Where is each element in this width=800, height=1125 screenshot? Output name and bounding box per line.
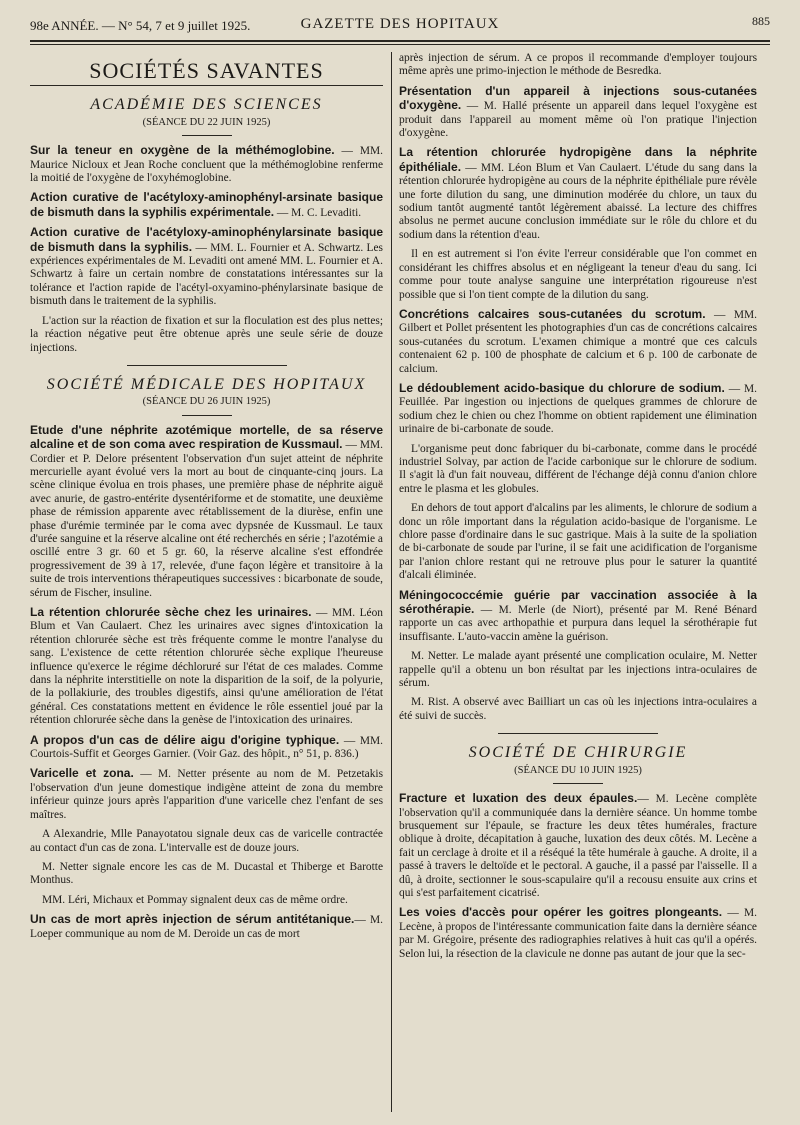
running-head xyxy=(30,14,770,36)
left-column xyxy=(30,52,383,1112)
article xyxy=(399,146,757,242)
paragraph: Il en est autrement si l'on évite l'erreur considérable que l'on commet en considérant les chiffres absolus et en négligeant la teneur d'eau du sang. Ici comme pour toute analyse sanguine une interprétation rigoureuse n'est possible que si l'on tient compte de la dilution du sang. xyxy=(399,248,757,301)
paragraph: M. Netter. Le malade ayant présenté une complication oculaire, M. Netter rappelle qu'il a obtenu un bon résultat par les injections intra-oculaires de sérum. xyxy=(399,650,757,690)
chirurgie-title: SOCIÉTÉ DE CHIRURGIE xyxy=(468,744,688,762)
article-body: — M. C. Levaditi. xyxy=(274,206,362,219)
article xyxy=(30,191,383,220)
header-rule-thin xyxy=(30,44,770,45)
article-body: — M. Merle (de Niort), présenté par M. René Bénard rapporte un cas avec arthopathie et purpura dans lequel la sérothérapie fut insuffisante. L'auto-vaccin amène la guérison. xyxy=(399,604,757,643)
article xyxy=(399,906,757,961)
paragraph: M. Netter signale encore les cas de M. Ducastal et Thiberge et Barotte Monthus. xyxy=(30,860,383,887)
article xyxy=(30,606,383,728)
header-rule xyxy=(30,40,770,42)
paragraph: L'action sur la réaction de fixation et sur la floculation est des plus nettes; la réaction négative peut être obtenue après une seule série de douze injections. xyxy=(30,314,383,354)
paragraph: MM. Léri, Michaux et Pommay signalent deux cas de même ordre. xyxy=(42,893,348,906)
article-title: Action curative de l'acétyloxy-aminophénylarsinate basique de bismuth dans la syphilis. xyxy=(30,225,383,254)
article xyxy=(30,226,383,308)
article-body: — M. Feuillée. Par ingestion ou injections de quelques grammes de chlorure de sodium chez le chien ou chez l'homme on obtient rapidement une élimination urinaire de bi-carbonate de soude. xyxy=(399,382,757,436)
article-title: Méningococcémie guérie par vaccination associée à la sérothérapie. xyxy=(399,587,757,617)
article xyxy=(30,913,383,941)
chirurgie-seance: (SÉANCE DU 10 JUIN 1925) xyxy=(514,764,642,776)
article-body: — M. Hallé présente un appareil dans lequel l'oxygène est produit dans l'appareil au moment même où l'on pratique l'injection d'oxygène. xyxy=(399,100,757,140)
section-banner: SOCIÉTÉS SAVANTES xyxy=(30,52,383,86)
article-body: — MM. L. Fournier et A. Schwartz. Les expériences expérimentales de M. Levaditi ont amené MM. L. Fournier et A. Schwartz à faire un certain nombre de constatations intéressantes sur la tolérance et l'action rapide de l'acétyl-oxyamino-phénylarsinate basique de bismuth dans le traitement de la syphilis. xyxy=(30,241,383,308)
article-title: Fracture et luxation des deux épaules. xyxy=(399,791,638,806)
article-title: La rétention chlorurée sèche chez les urinaires. xyxy=(30,605,312,619)
section-rule xyxy=(498,733,658,734)
article xyxy=(399,792,757,900)
article xyxy=(30,424,383,600)
smh-title: SOCIÉTÉ MÉDICALE DES HOPITAUX xyxy=(46,375,367,393)
academie-seance: (SÉANCE DU 22 JUIN 1925) xyxy=(142,116,271,128)
paragraph: M. Rist. A observé avec Bailliart un cas où les injections intra-oculaires a été suivi de succès. xyxy=(399,696,757,722)
article xyxy=(30,734,383,762)
article-body: — MM. Maurice Nicloux et Jean Roche concluent que la méthémoglobine renferme la moitié de l'oxygène de l'oxyhémoglobine. xyxy=(30,145,383,185)
article xyxy=(399,308,757,376)
article-title: Un cas de mort après injection de sérum antitétanique. xyxy=(30,912,355,927)
article xyxy=(30,144,383,185)
paragraph: A Alexandrie, Mlle Panayotatou signale deux cas de varicelle contractée au contact d'un cas de zona. L'intervalle est de douze jours. xyxy=(30,828,383,854)
article-body: — M. Lecène complète l'observation qu'il a communiquée dans la dernière séance. Un homme tombe brusquement sur l'épaule, se fracture les deux têtes humérales, fracture oblique à droite, décapitation à gauche, luxation des deux côtés. M. Lecène a fait un cerclage à droite et il a réséqué la tête humérale à gauche. A droite, il a passé à travers le deltoïde et le pectoral. A gauche, il a passé par l'aisselle. Il a dû, à droite, sectionner le sous-scapulaire qu'il a recousu ensuite aux crins et qui s'est parfaitement cicatrisé. xyxy=(399,793,757,899)
article-body: — MM. Léon Blum et Van Caulaert. L'étude du sang dans la rétention chlorurée hydropigène au cours de la néphrite épithéliale pure révèle une forte dilution du sang, une diminution modérée du chlore, un taux du sodium tantôt augmenté tantôt légèrement abaissé. La lecture des chiffres absolus ne permet aucune conclusion immédiate sur le rôle du chlore et du sodium dans la rétention d'eau. xyxy=(399,161,757,241)
article xyxy=(399,85,757,141)
paragraph: L'organisme peut donc fabriquer du bi-carbonate, comme dans le procédé industriel Solvay, par action de l'acide carbonique sur le chlorure de sodium. Il s'agit là d'un fait nouveau, différent de l'échange déjà connu d'anion chlore entre le plasma et les globules. xyxy=(399,442,757,495)
article-title: Présentation d'un appareil à injections sous-cutanées d'oxygène. xyxy=(399,83,757,113)
article xyxy=(399,382,757,437)
paragraph: En dehors de tout apport d'alcalins par les aliments, le chlorure de sodium a donc un rôle important dans la régulation acido-basique de l'organisme. Le chlore passe d'ordinaire dans le suc gastrique. Mais à la suite de la spoliation de bi-carbonate de soude par l'urine, il se fait une acidification de l'organisme par l'anion chlore restant qui ne retrouve plus pour le saturer la quantité d'alcali éliminée. xyxy=(399,502,757,582)
short-rule xyxy=(182,135,232,136)
article-title: Le dédoublement acido-basique du chlorure de sodium. xyxy=(399,380,725,395)
column-divider xyxy=(391,52,392,1112)
journal-title: GAZETTE DES HOPITAUX xyxy=(300,16,500,32)
article-title: A propos d'un cas de délire aigu d'origine typhique. xyxy=(30,732,340,747)
article-body: — MM. Gilbert et Pollet présentent les photographies d'un cas de concrétions calcaires sous-cutanées du scrotum. L'examen chimique a montré que ces calculs contenaient 62 p. 100 de phosphate de calcium et 6 p. 100 de carbonate de calcium. xyxy=(399,308,757,375)
short-rule xyxy=(182,415,232,416)
article xyxy=(399,589,757,645)
article-title: Action curative de l'acétyloxy-aminophényl-arsinate basique de bismuth dans la syphilis expérimentale. xyxy=(30,190,383,219)
article-body: — M. Netter présente au nom de M. Petzetakis l'observation d'un jeune domestique indigène atteint de zona du membre inférieur quinze jours après l'apparition d'une varicelle chez l'enfant de ses maîtres. xyxy=(30,768,383,821)
article-body: — M. Lecène, à propos de l'intéressante communication faite dans la dernière séance par M. Grégoire, présente des radiographies relatives à huit cas qu'il a opérés. Selon lui, la résection de la clavicule ne donne pas autant de jour que la sec- xyxy=(399,907,757,960)
article-title: Sur la teneur en oxygène de la méthémoglobine. xyxy=(30,143,335,158)
article-title: Varicelle et zona. xyxy=(30,766,134,781)
smh-seance: (SÉANCE DU 26 JUIN 1925) xyxy=(142,396,271,408)
article-title: La rétention chlorurée hydropigène dans la néphrite épithéliale. xyxy=(399,145,757,174)
article-title: Etude d'une néphrite azotémique mortelle, de sa réserve alcaline et de son coma avec respiration de Kussmaul. xyxy=(30,422,383,452)
continued-paragraph: après injection de sérum. A ce propos il recommande d'employer toujours même après une primo-injection le méthode de Besredka. xyxy=(399,52,757,78)
article-body: — MM. Courtois-Suffit et Georges Garnier. (Voir Gaz. des hôpit., n° 51, p. 836.) xyxy=(30,734,383,761)
short-rule xyxy=(553,783,603,784)
academie-title: ACADÉMIE DES SCIENCES xyxy=(90,96,323,114)
article-body: — M. Loeper communique au nom de M. Deroide un cas de mort xyxy=(30,914,383,940)
section-rule xyxy=(127,365,287,366)
issue-info: 98e ANNÉE. — N° 54, 7 et 9 juillet 1925. xyxy=(30,18,251,33)
article-title: Les voies d'accès pour opérer les goitres plongeants. xyxy=(399,905,723,920)
right-column xyxy=(399,52,757,1112)
article xyxy=(30,767,383,822)
article-body: — MM. Cordier et P. Delore présentent l'observation d'un sujet atteint de néphrite mercurielle ayant évolué vers la mort au bout de cinquante-cinq jours. La scène clinique évolua en trois phases, une première phase de néphrite aiguë avec anurie, de gastro-entérite dysentériforme et de stomatite, une deuxième phase de rémission apparente avec rétablissement de la diurèse, enfin une phase d'urémie terminée par le coma avec dypsnée de Kussmaul. Le taux d'urée sanguine et la réserve alcaline ont été recherchés en série ; l'azotémie a oscillé entre 3 gr. 60 et 5 gr. 60, la réserve alcaline s'est effondrée progressivement de 39 à 17, relevée, d'une façon légère et transitoire à la suite de trois interventions thérapeutiques successives : bicarbonate de soude, sérum de Fischer, insuline. xyxy=(30,439,383,599)
article-title: Concrétions calcaires sous-cutanées du scrotum. xyxy=(399,306,706,321)
article-body: — MM. Léon Blum et Van Caulaert. Chez les urinaires avec signes d'intoxication la rétention chlorurée sèche est très fréquente comme le montre l'analyse du sang. L'existence de cette rétention chlorurée sèche explique l'heureuse influence qu'exerce le régime déchloruré sur l'état de ces malades. Comme dans la néphrite interstitielle on note la disparition de la soif, de la polyurie, de la pollakiurie, des troubles digestifs, ainsi qu'une amélioration de l'état général. Ces constatations mettent en évidence le rôle essentiel joué par la rétention chlorurée sèche dans la genèse de l'intoxication des urinaires. xyxy=(30,607,383,727)
page-number: 885 xyxy=(752,14,770,28)
